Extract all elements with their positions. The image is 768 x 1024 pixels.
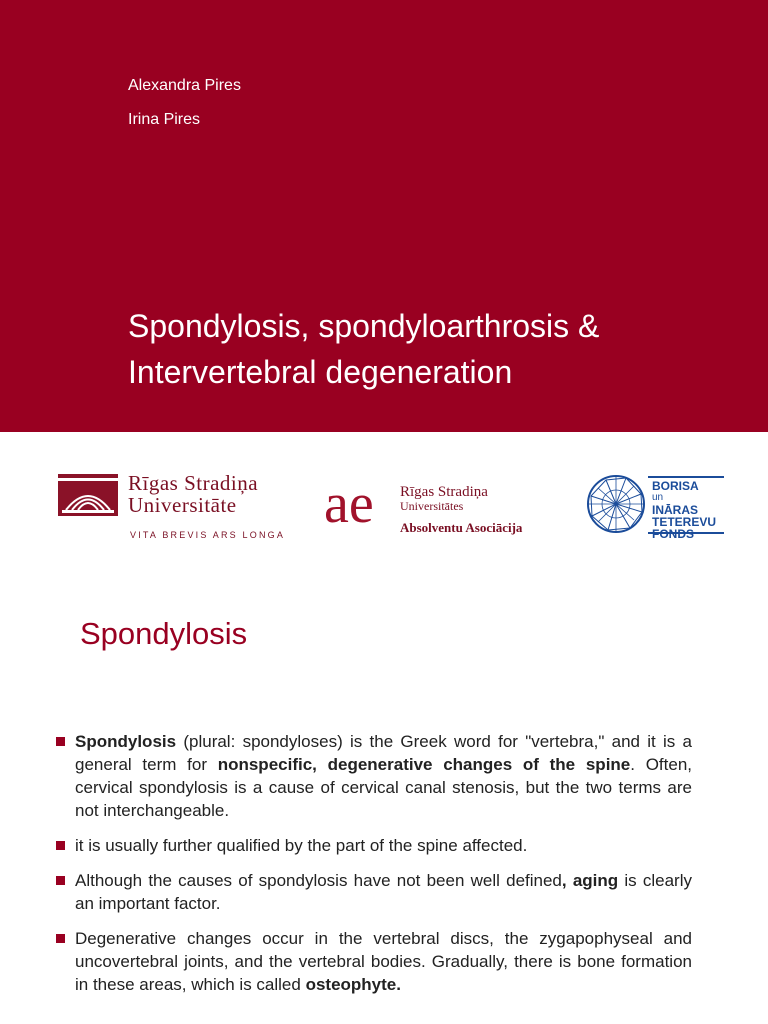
bullet-square-icon: [56, 737, 65, 746]
fund-line: BORISA un: [652, 479, 699, 503]
alumni-association-logo: [322, 476, 562, 536]
title-line: Intervertebral degeneration: [128, 354, 513, 390]
author-name: Alexandra Pires: [128, 77, 241, 94]
rsu-name: [128, 472, 258, 516]
bullet-list: [56, 730, 692, 1008]
title-line: Spondylosis, spondyloarthrosis &: [128, 308, 600, 344]
alumni-text: [400, 484, 522, 537]
bullet-square-icon: [56, 841, 65, 850]
fund-line: INĀRAS: [652, 503, 699, 517]
title-slide-banner: [0, 0, 768, 432]
alumni-monogram-text: ae: [324, 476, 374, 535]
fund-line: FONDS: [652, 527, 694, 541]
teterev-fund-logo: [586, 474, 736, 541]
globe-network-icon: [586, 474, 646, 534]
list-item: Degenerative changes occur in the vertebral discs, the zygapophyseal and uncovertebral joints, and the vertebral bodies. Gradually, there is bone formation in these areas, which is called osteophyte.: [56, 927, 692, 996]
presentation-title: [128, 303, 599, 395]
rsu-motto: VITA BREVIS ARS LONGA: [130, 530, 286, 540]
section-heading: Spondylosis: [80, 616, 248, 651]
rsu-name-line: Rīgas Stradiņa: [128, 471, 259, 495]
list-item: Spondylosis (plural: spondyloses) is the Greek word for "vertebra," and it is a general term for nonspecific, degenerative changes of the spine. Often, cervical spondylosis is a cause of cervical canal stenosis, but the two terms are not interchangeable.: [56, 730, 692, 822]
rsu-logo: [58, 472, 298, 544]
rsu-emblem-icon: [58, 474, 118, 518]
alumni-line: Absolventu Asociācija: [400, 520, 523, 535]
alumni-line: Universitātes: [400, 499, 464, 513]
fund-line: TETEREVU: [652, 515, 717, 529]
alumni-monogram-icon: [322, 476, 388, 536]
author-name: Irina Pires: [128, 111, 201, 128]
fund-name: [652, 480, 716, 540]
list-item: it is usually further qualified by the part of the spine affected.: [56, 834, 692, 857]
bullet-square-icon: [56, 876, 65, 885]
alumni-line: Rīgas Stradiņa: [400, 484, 488, 500]
rsu-name-line: Universitāte: [128, 493, 237, 517]
logo-strip: [0, 432, 768, 578]
list-item: Although the causes of spondylosis have not been well defined, aging is clearly an important factor.: [56, 869, 692, 915]
bullet-square-icon: [56, 934, 65, 943]
